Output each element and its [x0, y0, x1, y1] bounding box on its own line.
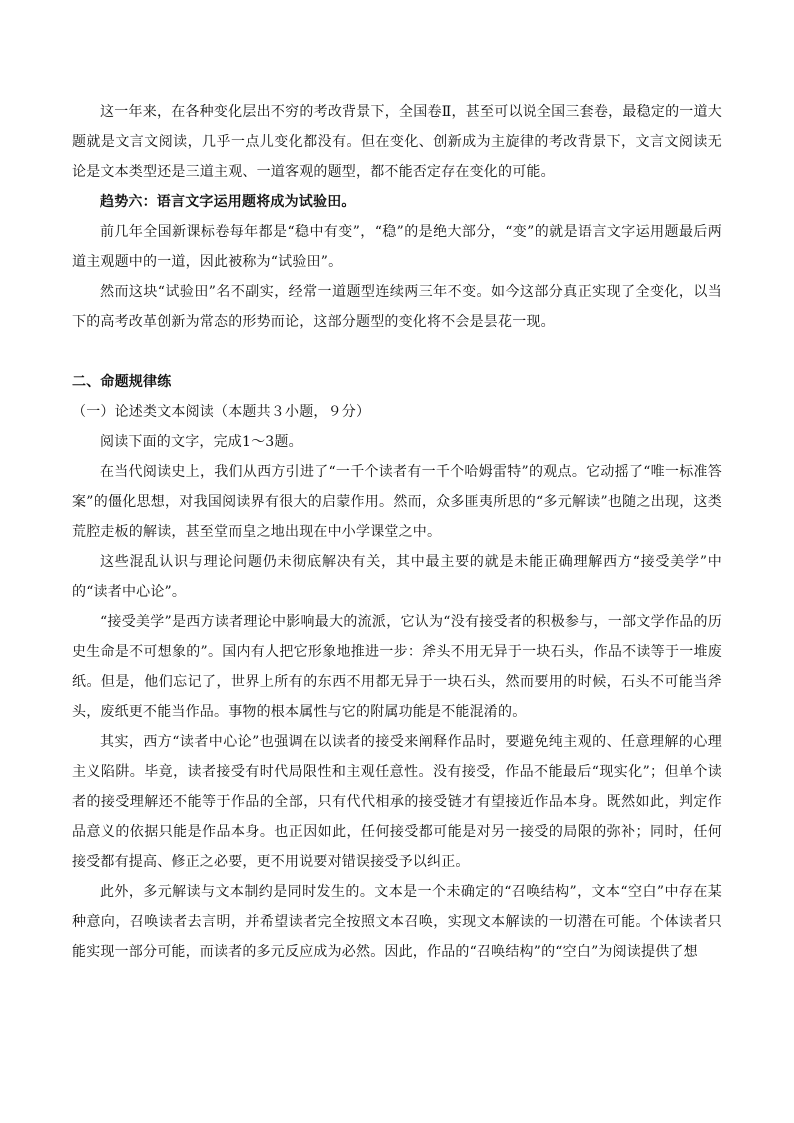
passage-paragraph-5: 此外，多元解读与文本制约是同时发生的。文本是一个未确定的“召唤结构”，文本“空白”中存在某种意向，召唤读者去言明，并希望读者完全按照文本召唤，实现文本解读的一切潜在可能。个体读者只能实现一部分可能，而读者的多元反应成为必然。因此，作品的“召唤结构”的“空白”为阅读提供了想	[72, 884, 722, 960]
subsection-heading-argumentative: （一）论述类文本阅读（本题共３小题，９分）	[72, 404, 371, 420]
reading-instruction: 阅读下面的文字，完成1～3题。	[100, 434, 303, 450]
paragraph-exam-background: 这一年来，在各种变化层出不穷的考改背景下，全国卷Ⅱ，甚至可以说全国三套卷，最稳定的一道大题就是文言文阅读，几乎一点儿变化都没有。但在变化、创新成为主旋律的考改背景下，文言文阅读无论是文本类型还是三道主观、一道客观的题型，都不能否定存在变化的可能。	[72, 104, 722, 180]
passage-paragraph-2: 这些混乱认识与理论问题仍未彻底解决有关，其中最主要的就是未能正确理解西方“接受美学”中的“读者中心论”。	[72, 554, 722, 600]
passage-paragraph-4: 其实，西方“读者中心论”也强调在以读者的接受来阐释作品时，要避免纯主观的、任意理解的心理主义陷阱。毕竟，读者接受有时代局限性和主观任意性。没有接受，作品不能最后“现实化”；但单个读者的接受理解还不能等于作品的全部，只有代代相承的接受链才有望接近作品本身。既然如此，判定作品意义的依据只能是作品本身。也正因如此，任何接受都可能是对另一接受的局限的弥补；同时，任何接受都有提高、修正之必要，更不用说要对错误接受予以纠正。	[72, 734, 722, 870]
section-heading-propositions: 二、命题规律练	[72, 374, 172, 390]
paragraph-full-change: 然而这块“试验田”名不副实，经常一道题型连续两三年不变。如今这部分真正实现了全变化，以当下的高考改革创新为常态的形势而论，这部分题型的变化将不会是昙花一现。	[72, 284, 722, 330]
passage-paragraph-1: 在当代阅读史上，我们从西方引进了“一千个读者有一千个哈姆雷特”的观点。它动摇了“唯一标准答案”的僵化思想，对我国阅读界有很大的启蒙作用。然而，众多匪夷所思的“多元解读”也随之出现，这类荒腔走板的解读，甚至堂而皇之地出现在中小学课堂之中。	[72, 464, 722, 540]
passage-paragraph-3: “接受美学”是西方读者理论中影响最大的流派，它认为“没有接受者的积极参与，一部文学作品的历史生命是不可想象的”。国内有人把它形象地推进一步：斧头不用无异于一块石头，作品不读等于一堆废纸。但是，他们忘记了，世界上所有的东西不用都无异于一块石头，然而要用的时候，石头不可能当斧头，废纸更不能当作品。事物的根本属性与它的附属功能是不能混淆的。	[72, 614, 722, 720]
paragraph-test-field: 前几年全国新课标卷每年都是“稳中有变”，“稳”的是绝大部分，“变”的就是语言文字运用题最后两道主观题中的一道，因此被称为“试验田”。	[72, 224, 722, 270]
document-page	[72, 97, 722, 967]
heading-trend-six: 趋势六：语言文字运用题将成为试验田。	[100, 194, 356, 210]
